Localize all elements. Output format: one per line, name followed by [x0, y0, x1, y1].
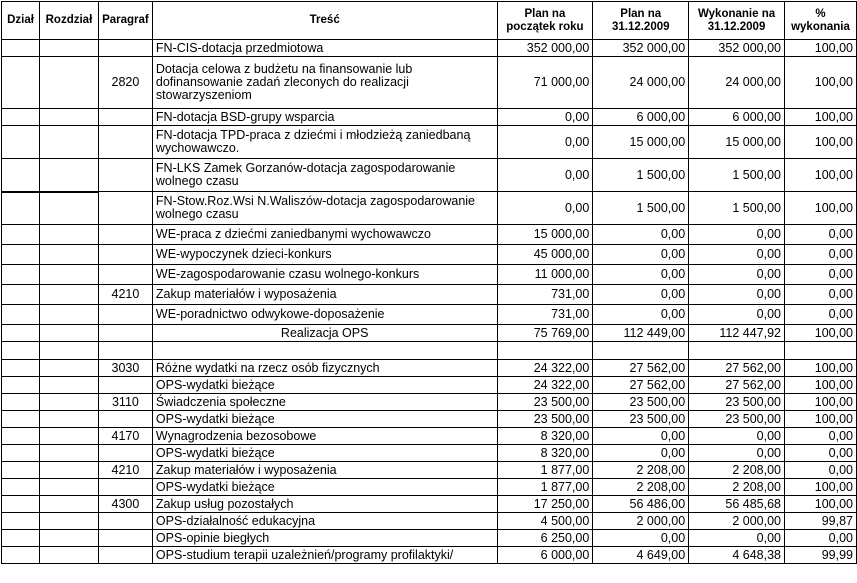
- procent-cell: 100,00: [784, 40, 856, 57]
- table-row: [2, 479, 857, 496]
- wykonanie-cell: 2 000,00: [689, 513, 785, 530]
- rozdzial-cell: [39, 40, 98, 57]
- plan-start-cell: 11 000,00: [497, 265, 593, 285]
- plan-end-cell: 56 486,00: [593, 496, 689, 513]
- procent-cell: 100,00: [784, 496, 856, 513]
- wykonanie-cell: 23 500,00: [689, 411, 785, 428]
- header-row: [2, 2, 857, 40]
- table-row: [2, 394, 857, 411]
- wykonanie-cell: 0,00: [689, 225, 785, 245]
- tresc-cell: WE-wypoczynek dzieci-konkurs: [152, 245, 497, 265]
- table-row: [2, 225, 857, 245]
- plan-end-cell: 0,00: [593, 245, 689, 265]
- dzial-cell: [2, 265, 40, 285]
- wykonanie-cell: 0,00: [689, 285, 785, 305]
- paragraf-cell: [98, 126, 152, 159]
- header-procent: % wykonania: [784, 2, 856, 40]
- procent-cell: 100,00: [784, 360, 856, 377]
- rozdzial-cell: [39, 496, 98, 513]
- plan-end-cell: 23 500,00: [593, 394, 689, 411]
- plan-end-cell: 27 562,00: [593, 377, 689, 394]
- procent-cell: 100,00: [784, 325, 856, 342]
- wykonanie-cell: 4 648,38: [689, 547, 785, 564]
- dzial-cell: [2, 192, 40, 225]
- rozdzial-cell: [39, 245, 98, 265]
- wykonanie-cell: 0,00: [689, 305, 785, 325]
- procent-cell: 100,00: [784, 159, 856, 192]
- dzial-cell: [2, 445, 40, 462]
- procent-cell: 100,00: [784, 411, 856, 428]
- plan-start-cell: 731,00: [497, 305, 593, 325]
- paragraf-cell: [98, 40, 152, 57]
- tresc-cell: FN-Stow.Roz.Wsi N.Waliszów-dotacja zagospodarowanie wolnego czasu: [152, 192, 497, 225]
- plan-start-cell: [497, 342, 593, 360]
- dzial-cell: [2, 342, 40, 360]
- paragraf-cell: [98, 377, 152, 394]
- table-row: [2, 126, 857, 159]
- paragraf-cell: 3110: [98, 394, 152, 411]
- procent-cell: 100,00: [784, 109, 856, 126]
- tresc-cell: OPS-wydatki bieżące: [152, 377, 497, 394]
- dzial-cell: [2, 245, 40, 265]
- dzial-cell: [2, 394, 40, 411]
- plan-start-cell: 15 000,00: [497, 225, 593, 245]
- wykonanie-cell: 27 562,00: [689, 377, 785, 394]
- procent-cell: 0,00: [784, 245, 856, 265]
- tresc-cell: OPS-wydatki bieżące: [152, 445, 497, 462]
- rozdzial-cell: [39, 126, 98, 159]
- header-wykonanie: Wykonanie na 31.12.2009: [689, 2, 785, 40]
- tresc-cell: WE-praca z dziećmi zaniedbanymi wychowawczo: [152, 225, 497, 245]
- procent-cell: 0,00: [784, 462, 856, 479]
- dzial-cell: [2, 479, 40, 496]
- plan-end-cell: 27 562,00: [593, 360, 689, 377]
- rozdzial-cell: [39, 479, 98, 496]
- wykonanie-cell: 352 000,00: [689, 40, 785, 57]
- rozdzial-cell: [39, 445, 98, 462]
- paragraf-cell: [98, 547, 152, 564]
- tresc-cell: Dotacja celowa z budżetu na finansowanie lub dofinansowanie zadań zleconych do realizacji stowarzyszeniom: [152, 57, 497, 109]
- table-row: [2, 428, 857, 445]
- rozdzial-cell: [39, 377, 98, 394]
- dzial-cell: [2, 547, 40, 564]
- plan-end-cell: 352 000,00: [593, 40, 689, 57]
- paragraf-cell: [98, 305, 152, 325]
- header-plan-start: Plan na początek roku: [497, 2, 593, 40]
- paragraf-cell: [98, 513, 152, 530]
- plan-start-cell: 0,00: [497, 192, 593, 225]
- header-dzial: Dział: [2, 2, 40, 40]
- plan-end-cell: 1 500,00: [593, 192, 689, 225]
- procent-cell: [784, 342, 856, 360]
- wykonanie-cell: 0,00: [689, 530, 785, 547]
- rozdzial-cell: [39, 159, 98, 192]
- table-row: [2, 377, 857, 394]
- plan-start-cell: 75 769,00: [497, 325, 593, 342]
- procent-cell: 99,99: [784, 547, 856, 564]
- paragraf-cell: [98, 530, 152, 547]
- plan-start-cell: 71 000,00: [497, 57, 593, 109]
- dzial-cell: [2, 126, 40, 159]
- plan-end-cell: 0,00: [593, 225, 689, 245]
- table-body: [2, 40, 857, 564]
- plan-end-cell: 0,00: [593, 305, 689, 325]
- table-row: [2, 57, 857, 109]
- wykonanie-cell: 0,00: [689, 245, 785, 265]
- dzial-cell: [2, 109, 40, 126]
- procent-cell: 99,87: [784, 513, 856, 530]
- dzial-cell: [2, 428, 40, 445]
- paragraf-cell: [98, 265, 152, 285]
- procent-cell: 0,00: [784, 305, 856, 325]
- plan-start-cell: 1 877,00: [497, 462, 593, 479]
- dzial-cell: [2, 377, 40, 394]
- wykonanie-cell: 0,00: [689, 445, 785, 462]
- rozdzial-cell: [39, 225, 98, 245]
- header-plan-end: Plan na 31.12.2009: [593, 2, 689, 40]
- tresc-cell: Wynagrodzenia bezosobowe: [152, 428, 497, 445]
- tresc-cell: Różne wydatki na rzecz osób fizycznych: [152, 360, 497, 377]
- dzial-cell: [2, 57, 40, 109]
- tresc-cell: WE-poradnictwo odwykowe-doposażenie: [152, 305, 497, 325]
- plan-start-cell: 0,00: [497, 126, 593, 159]
- wykonanie-cell: 1 500,00: [689, 192, 785, 225]
- plan-end-cell: 0,00: [593, 445, 689, 462]
- tresc-cell: OPS-wydatki bieżące: [152, 479, 497, 496]
- plan-start-cell: 731,00: [497, 285, 593, 305]
- table-row: [2, 342, 857, 360]
- table-row: [2, 305, 857, 325]
- plan-end-cell: 1 500,00: [593, 159, 689, 192]
- table-row: [2, 530, 857, 547]
- rozdzial-cell: [39, 530, 98, 547]
- table-row: [2, 285, 857, 305]
- paragraf-cell: 4170: [98, 428, 152, 445]
- plan-start-cell: 45 000,00: [497, 245, 593, 265]
- plan-start-cell: 4 500,00: [497, 513, 593, 530]
- tresc-cell: [152, 342, 497, 360]
- tresc-cell: FN-LKS Zamek Gorzanów-dotacja zagospodarowanie wolnego czasu: [152, 159, 497, 192]
- tresc-cell: WE-zagospodarowanie czasu wolnego-konkurs: [152, 265, 497, 285]
- paragraf-cell: 4210: [98, 285, 152, 305]
- tresc-cell: Zakup materiałów i wyposażenia: [152, 462, 497, 479]
- tresc-cell: FN-dotacja BSD-grupy wsparcia: [152, 109, 497, 126]
- paragraf-cell: 4300: [98, 496, 152, 513]
- tresc-cell: OPS-wydatki bieżące: [152, 411, 497, 428]
- dzial-cell: [2, 513, 40, 530]
- wykonanie-cell: 2 208,00: [689, 462, 785, 479]
- wykonanie-cell: 1 500,00: [689, 159, 785, 192]
- plan-end-cell: 23 500,00: [593, 411, 689, 428]
- plan-end-cell: 0,00: [593, 285, 689, 305]
- paragraf-cell: [98, 342, 152, 360]
- dzial-cell: [2, 496, 40, 513]
- procent-cell: 0,00: [784, 225, 856, 245]
- plan-start-cell: 8 320,00: [497, 428, 593, 445]
- wykonanie-cell: 27 562,00: [689, 360, 785, 377]
- plan-start-cell: 6 000,00: [497, 547, 593, 564]
- rozdzial-cell: [39, 109, 98, 126]
- tresc-cell: FN-dotacja TPD-praca z dziećmi i młodzieżą zaniedbaną wychowawczo.: [152, 126, 497, 159]
- header-paragraf: Paragraf: [98, 2, 152, 40]
- rozdzial-cell: [39, 57, 98, 109]
- rozdzial-cell: [39, 428, 98, 445]
- dzial-cell: [2, 285, 40, 305]
- rozdzial-cell: [39, 513, 98, 530]
- tresc-cell: Świadczenia społeczne: [152, 394, 497, 411]
- wykonanie-cell: [689, 342, 785, 360]
- wykonanie-cell: 23 500,00: [689, 394, 785, 411]
- paragraf-cell: [98, 109, 152, 126]
- rozdzial-cell: [39, 305, 98, 325]
- wykonanie-cell: 112 447,92: [689, 325, 785, 342]
- plan-start-cell: 8 320,00: [497, 445, 593, 462]
- wykonanie-cell: 15 000,00: [689, 126, 785, 159]
- plan-start-cell: 17 250,00: [497, 496, 593, 513]
- paragraf-cell: [98, 159, 152, 192]
- paragraf-cell: [98, 245, 152, 265]
- table-row: [2, 192, 857, 225]
- plan-end-cell: 4 649,00: [593, 547, 689, 564]
- procent-cell: 100,00: [784, 377, 856, 394]
- table-row: [2, 325, 857, 342]
- plan-start-cell: 24 322,00: [497, 360, 593, 377]
- plan-start-cell: 1 877,00: [497, 479, 593, 496]
- plan-start-cell: 23 500,00: [497, 394, 593, 411]
- paragraf-cell: [98, 479, 152, 496]
- procent-cell: 100,00: [784, 479, 856, 496]
- procent-cell: 100,00: [784, 192, 856, 225]
- table-row: [2, 109, 857, 126]
- rozdzial-cell: [39, 394, 98, 411]
- table-row: [2, 360, 857, 377]
- rozdzial-cell: [39, 547, 98, 564]
- table-row: [2, 445, 857, 462]
- table-row: [2, 245, 857, 265]
- rozdzial-cell: [39, 325, 98, 342]
- dzial-cell: [2, 159, 40, 192]
- plan-end-cell: 24 000,00: [593, 57, 689, 109]
- plan-end-cell: 112 449,00: [593, 325, 689, 342]
- wykonanie-cell: 2 208,00: [689, 479, 785, 496]
- plan-end-cell: 6 000,00: [593, 109, 689, 126]
- paragraf-cell: [98, 325, 152, 342]
- procent-cell: 100,00: [784, 57, 856, 109]
- wykonanie-cell: 24 000,00: [689, 57, 785, 109]
- plan-end-cell: 0,00: [593, 265, 689, 285]
- plan-end-cell: 0,00: [593, 428, 689, 445]
- plan-start-cell: 23 500,00: [497, 411, 593, 428]
- header-rozdzial: Rozdział: [39, 2, 98, 40]
- header-tresc: Treść: [152, 2, 497, 40]
- tresc-cell: Zakup usług pozostałych: [152, 496, 497, 513]
- plan-start-cell: 6 250,00: [497, 530, 593, 547]
- procent-cell: 0,00: [784, 445, 856, 462]
- tresc-cell: Zakup materiałów i wyposażenia: [152, 285, 497, 305]
- dzial-cell: [2, 325, 40, 342]
- dzial-cell: [2, 305, 40, 325]
- table-row: [2, 159, 857, 192]
- paragraf-cell: 3030: [98, 360, 152, 377]
- dzial-cell: [2, 225, 40, 245]
- rozdzial-cell: [39, 360, 98, 377]
- wykonanie-cell: 0,00: [689, 265, 785, 285]
- procent-cell: 0,00: [784, 428, 856, 445]
- plan-end-cell: 15 000,00: [593, 126, 689, 159]
- rozdzial-cell: [39, 285, 98, 305]
- paragraf-cell: 4210: [98, 462, 152, 479]
- plan-end-cell: [593, 342, 689, 360]
- table-row: [2, 40, 857, 57]
- paragraf-cell: [98, 192, 152, 225]
- rozdzial-cell: [39, 342, 98, 360]
- table-row: [2, 547, 857, 564]
- procent-cell: 0,00: [784, 285, 856, 305]
- procent-cell: 100,00: [784, 126, 856, 159]
- plan-end-cell: 2 208,00: [593, 462, 689, 479]
- rozdzial-cell: [39, 411, 98, 428]
- table-row: [2, 462, 857, 479]
- table-row: [2, 411, 857, 428]
- wykonanie-cell: 0,00: [689, 428, 785, 445]
- plan-start-cell: 24 322,00: [497, 377, 593, 394]
- paragraf-cell: 2820: [98, 57, 152, 109]
- wykonanie-cell: 6 000,00: [689, 109, 785, 126]
- procent-cell: 0,00: [784, 530, 856, 547]
- tresc-cell: OPS-działalność edukacyjna: [152, 513, 497, 530]
- procent-cell: 100,00: [784, 394, 856, 411]
- dzial-cell: [2, 360, 40, 377]
- dzial-cell: [2, 40, 40, 57]
- plan-start-cell: 0,00: [497, 109, 593, 126]
- procent-cell: 0,00: [784, 265, 856, 285]
- table-row: [2, 513, 857, 530]
- plan-end-cell: 2 208,00: [593, 479, 689, 496]
- tresc-cell: FN-CIS-dotacja przedmiotowa: [152, 40, 497, 57]
- table-row: [2, 265, 857, 285]
- wykonanie-cell: 56 485,68: [689, 496, 785, 513]
- plan-start-cell: 0,00: [497, 159, 593, 192]
- paragraf-cell: [98, 411, 152, 428]
- tresc-cell: Realizacja OPS: [152, 325, 497, 342]
- plan-start-cell: 352 000,00: [497, 40, 593, 57]
- dzial-cell: [2, 411, 40, 428]
- rozdzial-cell: [39, 265, 98, 285]
- paragraf-cell: [98, 225, 152, 245]
- tresc-cell: OPS-opinie biegłych: [152, 530, 497, 547]
- dzial-cell: [2, 462, 40, 479]
- budget-table: [1, 1, 857, 564]
- plan-end-cell: 0,00: [593, 530, 689, 547]
- paragraf-cell: [98, 445, 152, 462]
- tresc-cell: OPS-studium terapii uzależnień/programy profilaktyki/: [152, 547, 497, 564]
- rozdzial-cell: [39, 192, 98, 225]
- dzial-cell: [2, 530, 40, 547]
- plan-end-cell: 2 000,00: [593, 513, 689, 530]
- rozdzial-cell: [39, 462, 98, 479]
- table-row: [2, 496, 857, 513]
